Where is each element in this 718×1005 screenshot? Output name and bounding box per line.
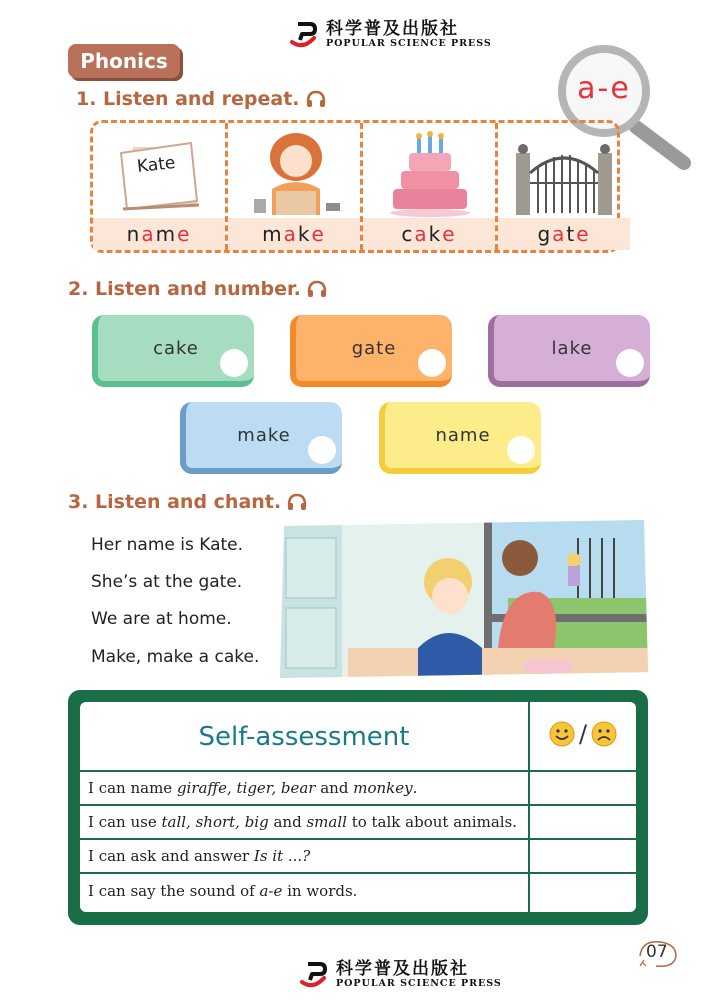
word-name: n a m e [93, 218, 225, 250]
self-assessment-title: Self-assessment [198, 722, 410, 752]
section1-heading [76, 88, 326, 110]
publisher-mark-icon [288, 20, 318, 50]
card-word: make [237, 424, 291, 446]
number-circle[interactable] [507, 436, 535, 464]
number-circle[interactable] [220, 349, 248, 377]
chant-line-4: Make, make a cake. [91, 647, 260, 667]
word-gate: g a t e [498, 218, 630, 250]
girl-making-illustration [246, 129, 346, 219]
word-card-gate [498, 123, 630, 250]
section2-heading-text: 2. Listen and number. [68, 278, 301, 300]
kitchen-window-illustration [278, 518, 650, 680]
word-card-make[interactable] [180, 402, 342, 474]
assessment-row [80, 872, 636, 914]
publisher-mark-icon [298, 960, 328, 990]
number-circle[interactable] [418, 349, 446, 377]
listen-repeat-box [90, 120, 620, 253]
word-card-lake[interactable] [488, 315, 650, 387]
word-cake: c a k e [363, 218, 495, 250]
word-make: m a k e [228, 218, 360, 250]
word-card-cake [363, 123, 495, 250]
headphones-icon[interactable] [287, 493, 307, 511]
publisher-name-cn: 科学普及出版社 [326, 19, 459, 39]
smiley-face-icon [549, 721, 575, 747]
name-sign-illustration [111, 135, 211, 215]
section-tag: Phonics [68, 44, 180, 78]
self-assessment-table [80, 702, 636, 912]
card-word: name [435, 424, 491, 446]
assessment-statement: I can name giraffe, tiger, bear and monkey. [88, 779, 418, 797]
gate-illustration [512, 133, 616, 215]
publisher-logo-top [288, 20, 492, 50]
headphones-icon[interactable] [307, 280, 327, 298]
page-number-badge [636, 936, 680, 970]
card-word: lake [551, 337, 593, 359]
chant-line-2: She’s at the gate. [91, 572, 243, 592]
sad-face-icon [591, 721, 617, 747]
number-circle[interactable] [616, 349, 644, 377]
assessment-statement: I can ask and answer Is it ...? [88, 847, 311, 865]
chant-line-1: Her name is Kate. [91, 535, 244, 555]
word-card-make [228, 123, 360, 250]
publisher-name-cn: 科学普及出版社 [336, 959, 469, 979]
assessment-statement: I can use tall, short, big and small to talk about animals. [88, 813, 518, 831]
publisher-logo-bottom [298, 960, 502, 990]
publisher-name-en: POPULAR SCIENCE PRESS [326, 38, 492, 49]
assessment-statement: I can say the sound of a-e in words. [88, 882, 358, 900]
word-card-gate[interactable] [290, 315, 452, 387]
publisher-name-en: POPULAR SCIENCE PRESS [336, 978, 502, 989]
section3-heading-text: 3. Listen and chant. [68, 491, 282, 513]
cake-illustration [387, 131, 473, 217]
word-card-name[interactable] [379, 402, 541, 474]
chant-line-3: We are at home. [91, 609, 232, 629]
page-number: 07 [646, 942, 668, 962]
card-word: gate [351, 337, 397, 359]
word-card-cake[interactable] [92, 315, 254, 387]
section2-heading [68, 278, 327, 300]
word-card-name [93, 123, 225, 250]
magnifier-label: a-e [577, 71, 631, 106]
headphones-icon[interactable] [306, 90, 326, 108]
assessment-row [80, 838, 636, 874]
number-circle[interactable] [308, 436, 336, 464]
self-assessment-panel [68, 690, 648, 925]
assessment-row [80, 770, 636, 806]
sign-text: Kate [136, 153, 177, 177]
card-word: cake [153, 337, 199, 359]
section1-heading-text: 1. Listen and repeat. [76, 88, 300, 110]
faces-header [530, 720, 636, 748]
assessment-row [80, 804, 636, 840]
section3-heading [68, 491, 307, 513]
faces-separator: / [578, 720, 588, 748]
